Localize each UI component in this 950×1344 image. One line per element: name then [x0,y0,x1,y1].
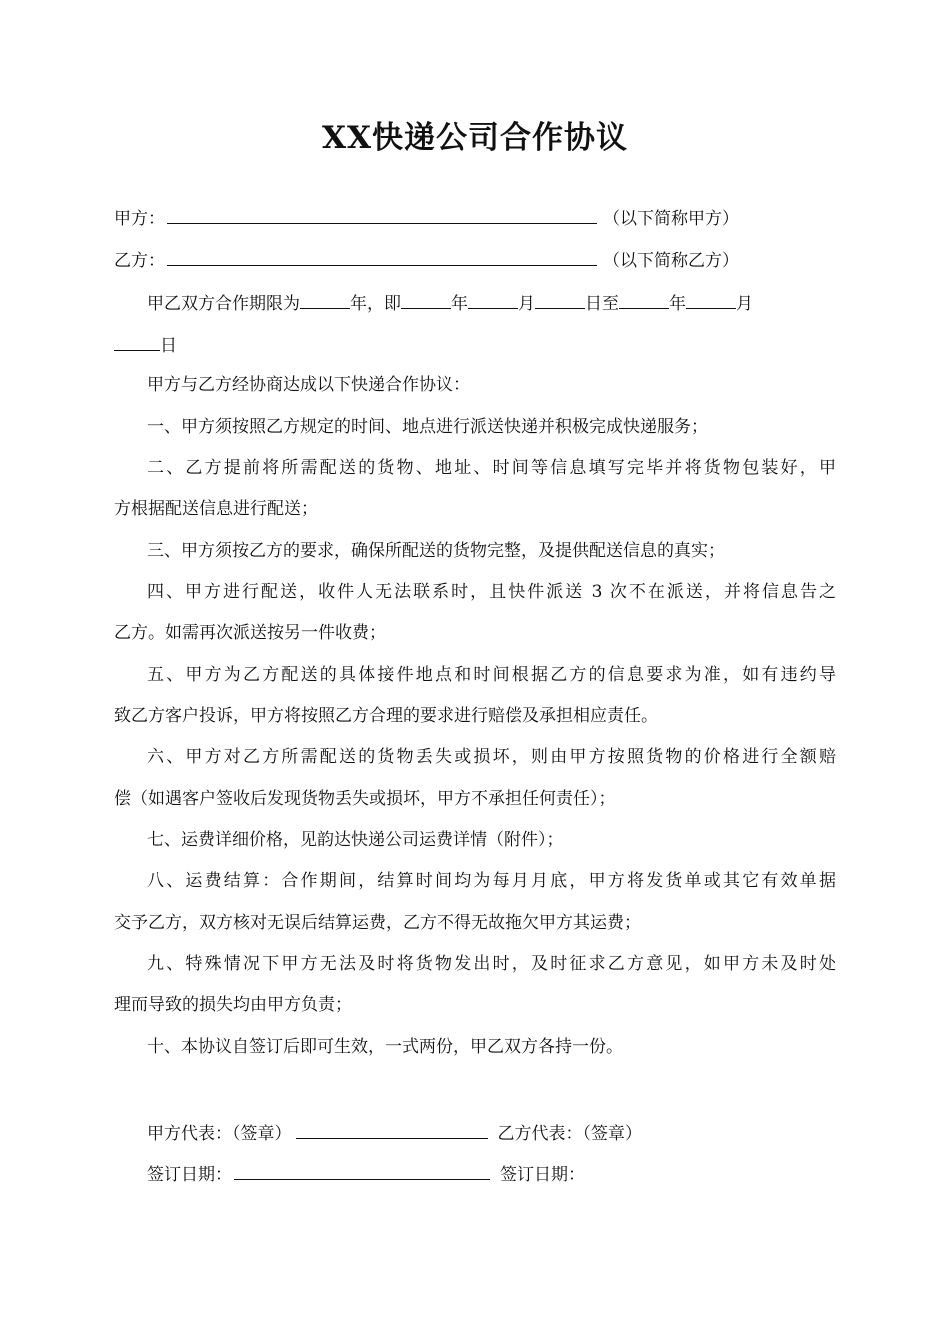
signature-row [147,1120,642,1146]
party-b-label: 乙方： [114,251,165,271]
term-month1: 月 [518,294,535,314]
clause-6-line-2: 偿（如遇客户签收后发现货物丢失或损坏，甲方不承担任何责任）； [114,789,616,809]
start-month-field[interactable] [468,290,518,309]
end-month-field[interactable] [686,290,736,309]
date-a-label: 签订日期： [147,1165,232,1185]
end-day-field[interactable] [114,332,160,351]
party-a-label: 甲方： [114,209,165,229]
rep-b-label: 乙方代表：（签章） [497,1124,642,1144]
term-day1: 日至 [585,294,619,314]
term-line [147,290,753,316]
rep-a-label: 甲方代表：（签章） [147,1124,292,1144]
clause-7: 七、运费详细价格，见韵达快递公司运费详情（附件）； [147,830,564,850]
term-prefix: 甲乙双方合作期限为 [147,294,300,314]
term-month2: 月 [736,294,753,314]
clause-10: 十、本协议自签订后即可生效，一式两份，甲乙双方各持一份。 [147,1037,623,1057]
clause-6-line-1: 六、甲方对乙方所需配送的货物丢失或损坏，则由甲方按照货物的价格进行全额赔 [147,747,836,767]
term-year3: 年 [669,294,686,314]
clause-4-line-2: 乙方。如需再次派送按另一件收费； [114,623,386,643]
date-b-label: 签订日期： [500,1165,585,1185]
party-a-note: （以下简称甲方） [603,209,739,229]
clause-5-line-1: 五、甲方为乙方配送的具体接件地点和时间根据乙方的信息要求为准，如有违约导 [147,665,836,685]
rep-a-signature-field[interactable] [296,1120,488,1139]
date-row [147,1161,585,1187]
clause-9-line-1: 九、特殊情况下甲方无法及时将货物发出时，及时征求乙方意见，如甲方未及时处 [147,954,836,974]
party-b-field[interactable] [167,247,597,266]
end-year-field[interactable] [619,290,669,309]
term-year1: 年，即 [350,294,401,314]
party-b-line [114,247,739,273]
party-a-field[interactable] [167,205,597,224]
clause-1: 一、甲方须按照乙方规定的时间、地点进行派送快递并积极完成快递服务； [147,417,708,437]
clause-5-line-2: 致乙方客户投诉，甲方将按照乙方合理的要求进行赔偿及承担相应责任。 [114,706,658,726]
start-year-field[interactable] [401,290,451,309]
clause-2-line-1: 二、乙方提前将所需配送的货物、地址、时间等信息填写完毕并将货物包装好，甲 [147,458,836,478]
intro-text: 甲方与乙方经协商达成以下快递合作协议： [147,375,470,395]
clause-8-line-1: 八、运费结算：合作期间，结算时间均为每月月底，甲方将发货单或其它有效单据 [147,871,836,891]
page-title: XX快递公司合作协议 [321,120,629,156]
clause-3: 三、甲方须按乙方的要求，确保所配送的货物完整，及提供配送信息的真实； [147,541,725,561]
clause-9-line-2: 理而导致的损失均由甲方负责； [114,995,352,1015]
term-day2: 日 [160,336,177,356]
party-a-line [114,205,739,231]
party-b-note: （以下简称乙方） [603,251,739,271]
term-year2: 年 [451,294,468,314]
clause-4-line-1: 四、甲方进行配送，收件人无法联系时，且快件派送 3 次不在派送，并将信息告之 [147,582,836,602]
date-a-field[interactable] [234,1161,490,1180]
start-day-field[interactable] [535,290,585,309]
clause-2-line-2: 方根据配送信息进行配送； [114,499,318,519]
term-line-2 [114,332,177,358]
clause-8-line-2: 交予乙方，双方核对无误后结算运费，乙方不得无故拖欠甲方其运费； [114,913,641,933]
term-years-field[interactable] [300,290,350,309]
